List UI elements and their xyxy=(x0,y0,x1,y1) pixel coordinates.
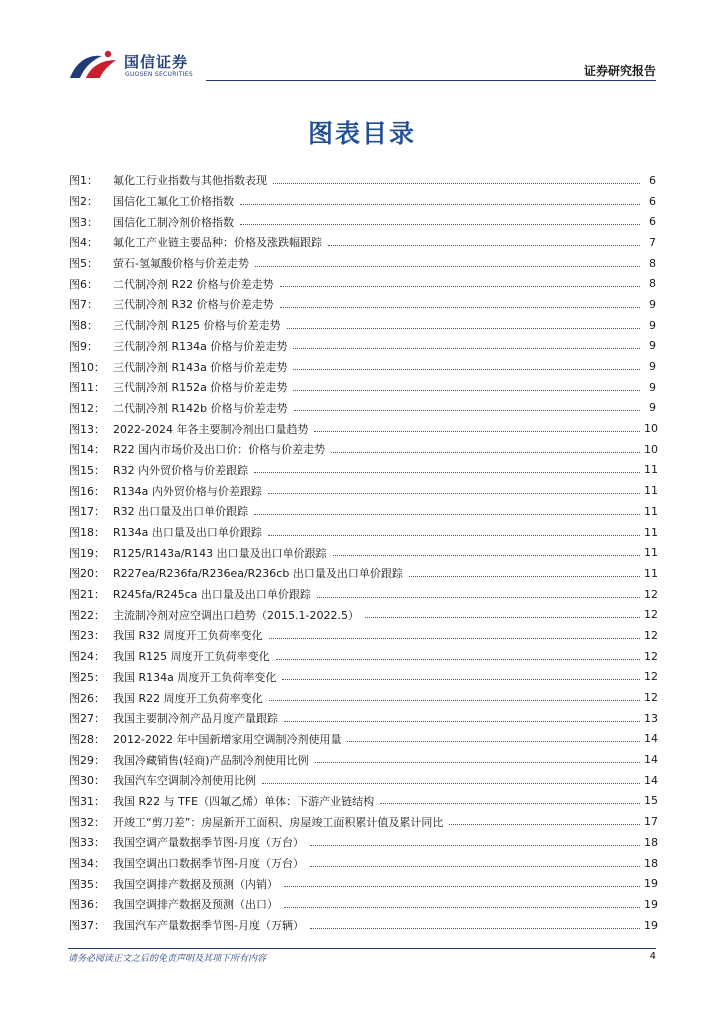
toc-figure-label: 图30： xyxy=(69,774,105,788)
toc-dot-leader xyxy=(255,266,640,267)
toc-dot-leader xyxy=(284,886,640,887)
toc-figure-label: 图21： xyxy=(69,588,105,602)
toc-page-number: 19 xyxy=(644,877,658,891)
toc-figure-label: 图3： xyxy=(69,215,98,229)
toc-figure-label: 图25： xyxy=(69,670,105,684)
toc-page-number: 10 xyxy=(644,422,658,436)
toc-dot-leader xyxy=(380,803,640,804)
toc-page-number: 9 xyxy=(649,318,656,332)
toc-dot-leader xyxy=(273,183,640,184)
toc-entry[interactable] xyxy=(69,729,656,750)
toc-entry[interactable] xyxy=(69,480,656,501)
toc-figure-label: 图11： xyxy=(69,381,105,395)
toc-figure-label: 图36： xyxy=(69,898,105,912)
toc-page-number: 11 xyxy=(644,525,658,539)
toc-figure-label: 图2： xyxy=(69,195,98,209)
toc-page-number: 12 xyxy=(644,608,658,622)
toc-page-number: 6 xyxy=(649,194,656,208)
toc-dot-leader xyxy=(449,824,640,825)
toc-figure-title: 我国汽车空调制冷剂使用比例 xyxy=(113,774,256,788)
toc-figure-label: 图9： xyxy=(69,339,98,353)
toc-page-number: 6 xyxy=(649,173,656,187)
toc-entry[interactable] xyxy=(69,315,656,336)
toc-entry[interactable] xyxy=(69,211,656,232)
toc-page-number: 11 xyxy=(644,566,658,580)
toc-entry[interactable] xyxy=(69,894,656,915)
toc-entry[interactable] xyxy=(69,191,656,212)
toc-figure-title: 我国主要制冷剂产品月度产量跟踪 xyxy=(113,712,278,726)
toc-figure-label: 图7： xyxy=(69,298,98,312)
toc-figure-title: 我国 R22 周度开工负荷率变化 xyxy=(113,691,263,705)
toc-figure-title: R134a 内外贸价格与价差跟踪 xyxy=(113,484,262,498)
toc-page-number: 11 xyxy=(644,546,658,560)
toc-page-number: 19 xyxy=(644,918,658,932)
toc-figure-label: 图22： xyxy=(69,608,105,622)
toc-page-number: 6 xyxy=(649,215,656,229)
toc-figure-title: R125/R143a/R143 出口量及出口单价跟踪 xyxy=(113,546,327,560)
toc-page-number: 9 xyxy=(649,339,656,353)
toc-dot-leader xyxy=(409,576,640,577)
toc-page-number: 12 xyxy=(644,628,658,642)
toc-figure-title: R134a 出口量及出口单价跟踪 xyxy=(113,526,262,540)
toc-figure-title: 氟化工产业链主要品种：价格及涨跌幅跟踪 xyxy=(113,236,322,250)
toc-dot-leader xyxy=(280,307,640,308)
toc-entry[interactable] xyxy=(69,253,656,274)
toc-entry[interactable] xyxy=(69,522,656,543)
toc-figure-label: 图17： xyxy=(69,505,105,519)
toc-dot-leader xyxy=(269,700,640,701)
toc-figure-title: 我国 R134a 周度开工负荷率变化 xyxy=(113,670,277,684)
toc-page-number: 14 xyxy=(644,773,658,787)
toc-figure-label: 图24： xyxy=(69,650,105,664)
toc-dot-leader xyxy=(284,907,640,908)
toc-entry[interactable] xyxy=(69,501,656,522)
figure-toc-list xyxy=(69,170,656,935)
toc-dot-leader xyxy=(317,597,640,598)
toc-figure-title: 我国 R22 与 TFE（四氟乙烯）单体：下游产业链结构 xyxy=(113,794,375,808)
toc-figure-label: 图32： xyxy=(69,815,105,829)
toc-figure-label: 图28： xyxy=(69,732,105,746)
toc-figure-label: 图33： xyxy=(69,836,105,850)
toc-figure-title: 2012-2022 年中国新增家用空调制冷剂使用量 xyxy=(113,732,342,746)
page-title: 图表目录 xyxy=(307,119,416,148)
toc-dot-leader xyxy=(310,928,640,929)
toc-figure-title: 二代制冷剂 R22 价格与价差走势 xyxy=(113,277,274,291)
toc-dot-leader xyxy=(314,431,640,432)
toc-figure-label: 图23： xyxy=(69,629,105,643)
toc-entry[interactable] xyxy=(69,460,656,481)
toc-entry[interactable] xyxy=(69,873,656,894)
toc-dot-leader xyxy=(333,555,640,556)
toc-figure-title: 三代制冷剂 R134a 价格与价差走势 xyxy=(113,339,288,353)
toc-entry[interactable] xyxy=(69,294,656,315)
toc-dot-leader xyxy=(240,224,640,225)
toc-figure-title: 我国空调出口数据季节图-月度（万台） xyxy=(113,857,304,871)
toc-figure-title: 国信化工氟化工价格指数 xyxy=(113,195,234,209)
toc-page-number: 11 xyxy=(644,504,658,518)
toc-page-number: 9 xyxy=(649,380,656,394)
toc-entry[interactable] xyxy=(69,811,656,832)
toc-entry[interactable] xyxy=(69,687,656,708)
toc-dot-leader xyxy=(310,845,640,846)
toc-figure-label: 图10： xyxy=(69,360,105,374)
toc-figure-label: 图37： xyxy=(69,919,105,933)
toc-figure-title: 开竣工“剪刀差”：房屋新开工面积、房屋竣工面积累计值及累计同比 xyxy=(113,815,444,829)
toc-figure-label: 图8： xyxy=(69,319,98,333)
toc-figure-title: R245fa/R245ca 出口量及出口单价跟踪 xyxy=(113,588,311,602)
toc-dot-leader xyxy=(293,369,640,370)
toc-dot-leader xyxy=(268,535,640,536)
toc-dot-leader xyxy=(268,493,640,494)
toc-entry[interactable] xyxy=(69,832,656,853)
footer-divider xyxy=(68,948,656,949)
toc-figure-title: 三代制冷剂 R32 价格与价差走势 xyxy=(113,298,274,312)
toc-figure-label: 图35： xyxy=(69,877,105,891)
toc-figure-title: 我国 R32 周度开工负荷率变化 xyxy=(113,629,263,643)
toc-page-number: 11 xyxy=(644,484,658,498)
toc-dot-leader xyxy=(262,783,640,784)
toc-dot-leader xyxy=(254,472,640,473)
toc-dot-leader xyxy=(276,659,640,660)
toc-page-number: 8 xyxy=(649,256,656,270)
toc-figure-label: 图34： xyxy=(69,857,105,871)
toc-figure-title: 三代制冷剂 R125 价格与价差走势 xyxy=(113,319,281,333)
footer-disclaimer: 请务必阅读正文之后的免责声明及其项下所有内容 xyxy=(68,954,267,964)
toc-page-number: 18 xyxy=(644,835,658,849)
toc-entry[interactable] xyxy=(69,646,656,667)
toc-figure-title: 我国汽车产量数据季节图-月度（万辆） xyxy=(113,919,304,933)
toc-dot-leader xyxy=(280,286,640,287)
toc-entry[interactable] xyxy=(69,791,656,812)
toc-entry[interactable] xyxy=(69,604,656,625)
guosen-logo-mark-icon xyxy=(68,48,120,82)
logo-chinese-name: 国信证券 xyxy=(124,53,189,71)
toc-dot-leader xyxy=(347,741,640,742)
toc-figure-title: 我国 R125 周度开工负荷率变化 xyxy=(113,650,270,664)
guosen-logo xyxy=(68,48,218,84)
toc-page-number: 12 xyxy=(644,649,658,663)
toc-entry[interactable] xyxy=(69,356,656,377)
report-type-label: 证券研究报告 xyxy=(583,64,656,78)
report-header xyxy=(0,0,724,90)
toc-entry[interactable] xyxy=(69,584,656,605)
page-number: 4 xyxy=(649,951,656,962)
toc-figure-label: 图6： xyxy=(69,277,98,291)
toc-page-number: 17 xyxy=(644,815,658,829)
toc-figure-label: 图13： xyxy=(69,422,105,436)
toc-page-number: 15 xyxy=(644,794,658,808)
toc-figure-title: 我国冷藏销售(轻商)产品制冷剂使用比例 xyxy=(113,753,309,767)
toc-entry[interactable] xyxy=(69,170,656,191)
toc-figure-label: 图29： xyxy=(69,753,105,767)
toc-figure-title: 三代制冷剂 R143a 价格与价差走势 xyxy=(113,360,288,374)
toc-page-number: 18 xyxy=(644,856,658,870)
toc-dot-leader xyxy=(365,617,640,618)
toc-figure-label: 图5： xyxy=(69,257,98,271)
toc-dot-leader xyxy=(254,514,640,515)
toc-entry[interactable] xyxy=(69,667,656,688)
toc-figure-title: 国信化工制冷剂价格指数 xyxy=(113,215,234,229)
toc-figure-title: 萤石-氢氟酸价格与价差走势 xyxy=(113,257,249,271)
toc-dot-leader xyxy=(284,721,640,722)
toc-figure-title: 主流制冷剂对应空调出口趋势（2015.1-2022.5） xyxy=(113,608,359,622)
toc-page-number: 9 xyxy=(649,297,656,311)
toc-figure-title: 二代制冷剂 R142b 价格与价差走势 xyxy=(113,401,288,415)
toc-page-number: 7 xyxy=(649,235,656,249)
toc-dot-leader xyxy=(331,452,640,453)
toc-figure-title: R227ea/R236fa/R236ea/R236cb 出口量及出口单价跟踪 xyxy=(113,567,403,581)
toc-figure-label: 图1： xyxy=(69,174,98,188)
toc-entry[interactable] xyxy=(69,563,656,584)
toc-dot-leader xyxy=(282,679,640,680)
toc-page-number: 10 xyxy=(644,442,658,456)
toc-entry[interactable] xyxy=(69,273,656,294)
toc-page-number: 19 xyxy=(644,897,658,911)
toc-figure-title: 氟化工行业指数与其他指数表现 xyxy=(113,174,267,188)
toc-figure-label: 图26： xyxy=(69,691,105,705)
toc-entry[interactable] xyxy=(69,336,656,357)
toc-entry[interactable] xyxy=(69,542,656,563)
toc-dot-leader xyxy=(310,866,640,867)
toc-figure-title: 我国空调排产数据及预测（出口） xyxy=(113,898,278,912)
toc-figure-label: 图27： xyxy=(69,712,105,726)
toc-figure-title: 2022-2024 年各主要制冷剂出口量趋势 xyxy=(113,422,309,436)
toc-entry[interactable] xyxy=(69,398,656,419)
toc-page-number: 12 xyxy=(644,587,658,601)
toc-dot-leader xyxy=(287,328,640,329)
toc-dot-leader xyxy=(294,410,640,411)
toc-figure-label: 图16： xyxy=(69,484,105,498)
toc-figure-title: 我国空调排产数据及预测（内销） xyxy=(113,877,278,891)
toc-page-number: 13 xyxy=(644,711,658,725)
toc-entry[interactable] xyxy=(69,749,656,770)
toc-entry[interactable] xyxy=(69,708,656,729)
toc-entry[interactable] xyxy=(69,625,656,646)
toc-page-number: 12 xyxy=(644,670,658,684)
toc-figure-title: R32 内外贸价格与价差跟踪 xyxy=(113,463,249,477)
toc-entry[interactable] xyxy=(69,232,656,253)
toc-dot-leader xyxy=(269,638,640,639)
toc-dot-leader xyxy=(240,204,640,205)
toc-dot-leader xyxy=(293,390,640,391)
toc-dot-leader xyxy=(293,348,640,349)
toc-page-number: 11 xyxy=(644,463,658,477)
toc-figure-label: 图31： xyxy=(69,794,105,808)
toc-page-number: 12 xyxy=(644,691,658,705)
toc-figure-label: 图14： xyxy=(69,443,105,457)
toc-page-number: 14 xyxy=(644,753,658,767)
toc-page-number: 14 xyxy=(644,732,658,746)
toc-figure-label: 图15： xyxy=(69,463,105,477)
toc-figure-title: 我国空调产量数据季节图-月度（万台） xyxy=(113,836,304,850)
toc-entry[interactable] xyxy=(69,418,656,439)
toc-figure-label: 图19： xyxy=(69,546,105,560)
toc-page-number: 9 xyxy=(649,401,656,415)
toc-entry[interactable] xyxy=(69,439,656,460)
toc-figure-label: 图12： xyxy=(69,401,105,415)
toc-entry[interactable] xyxy=(69,770,656,791)
logo-english-name: GUOSEN SECURITIES xyxy=(125,71,194,78)
toc-dot-leader xyxy=(315,762,640,763)
toc-figure-title: 三代制冷剂 R152a 价格与价差走势 xyxy=(113,381,288,395)
toc-dot-leader xyxy=(328,245,640,246)
toc-page-number: 8 xyxy=(649,277,656,291)
toc-figure-title: R32 出口量及出口单价跟踪 xyxy=(113,505,249,519)
toc-entry[interactable] xyxy=(69,915,656,936)
toc-figure-title: R22 国内市场价及出口价：价格与价差走势 xyxy=(113,443,326,457)
toc-entry[interactable] xyxy=(69,853,656,874)
toc-entry[interactable] xyxy=(69,377,656,398)
toc-figure-label: 图20： xyxy=(69,567,105,581)
toc-page-number: 9 xyxy=(649,360,656,374)
toc-figure-label: 图18： xyxy=(69,526,105,540)
header-divider xyxy=(206,80,656,81)
toc-figure-label: 图4： xyxy=(69,236,98,250)
